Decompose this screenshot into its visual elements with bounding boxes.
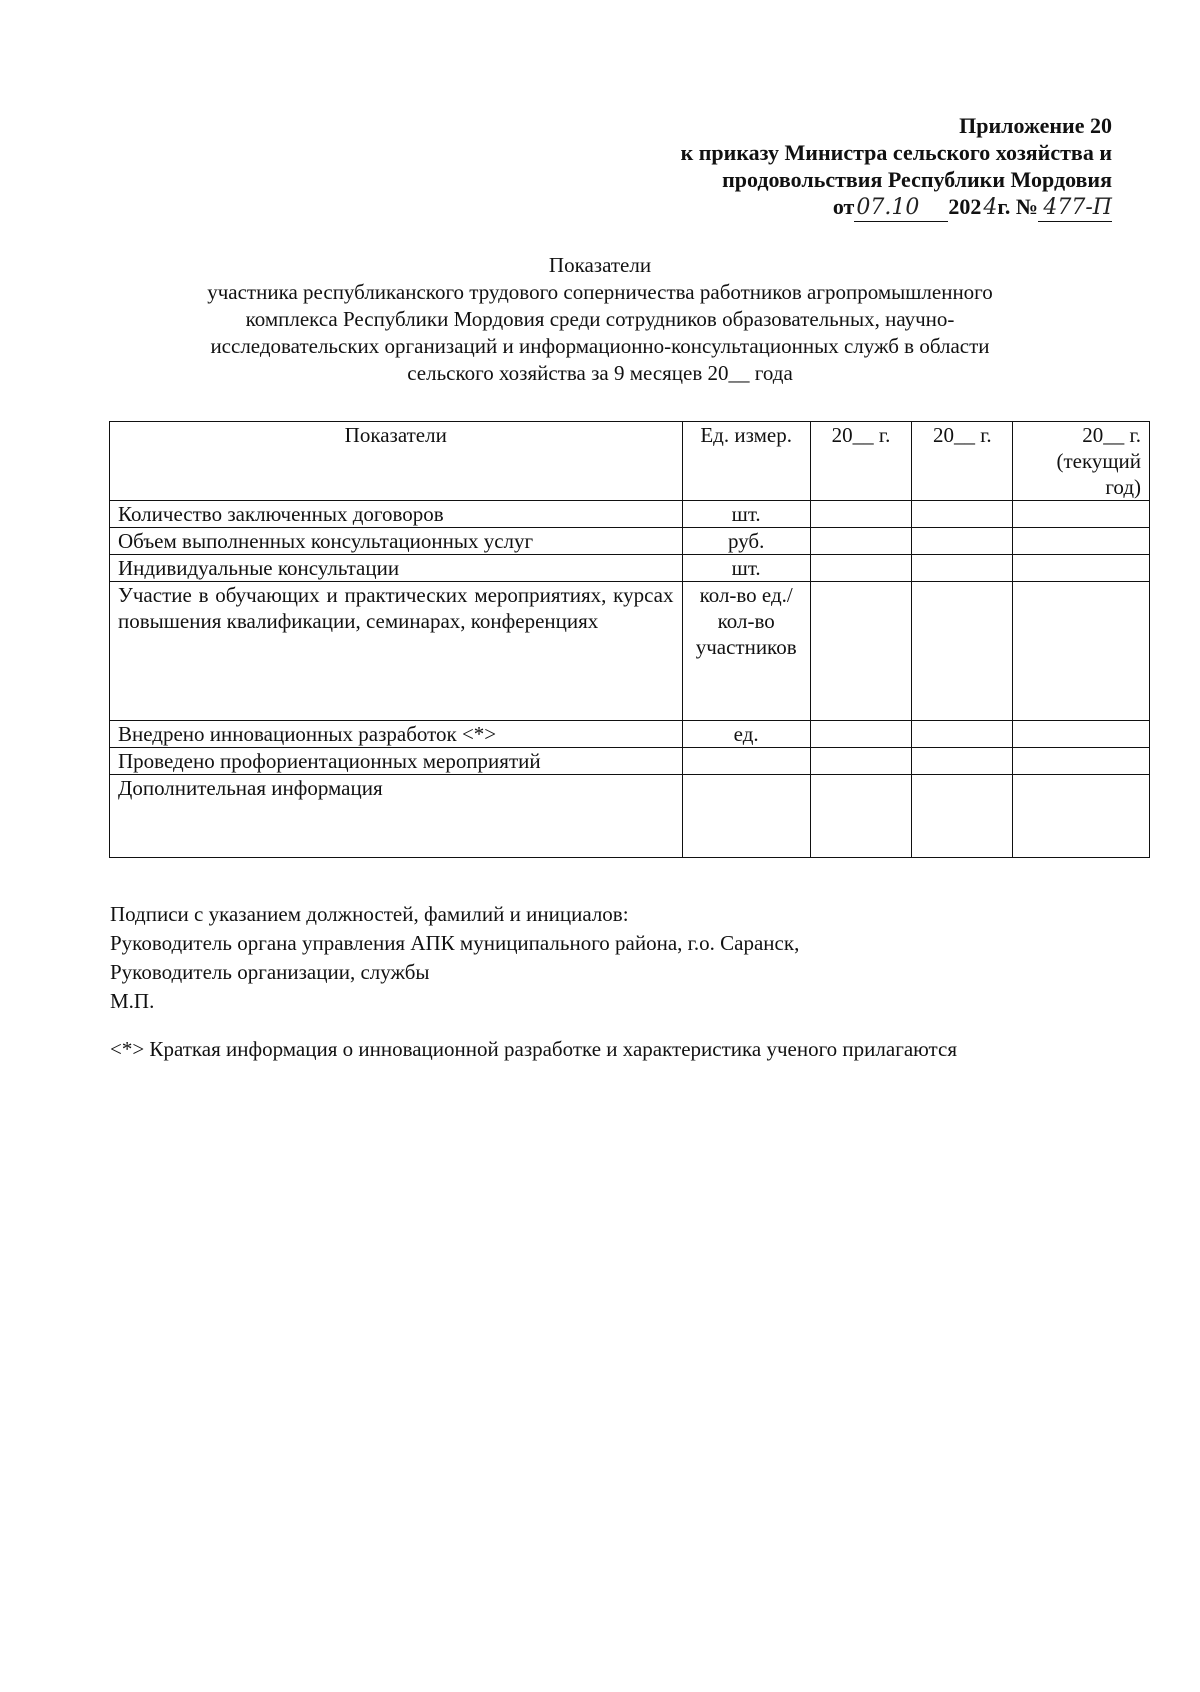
table-row <box>110 528 1150 555</box>
row-cell <box>912 748 1013 775</box>
row-unit: шт. <box>682 555 810 582</box>
row-unit: руб. <box>682 528 810 555</box>
row-cell <box>1013 501 1150 528</box>
signatures-block <box>110 900 799 1016</box>
handwritten-year-digit: 4 <box>983 195 998 220</box>
signatures-intro: Подписи с указанием должностей, фамилий и инициалов: <box>110 902 629 926</box>
row-cell <box>912 555 1013 582</box>
document-header <box>681 112 1112 222</box>
table-row <box>110 555 1150 582</box>
row-cell <box>912 721 1013 748</box>
table-row <box>110 748 1150 775</box>
title-line-4: исследовательских организаций и информационно-консультационных служб в области <box>210 334 990 358</box>
date-prefix: от <box>832 194 855 219</box>
handwritten-order-number: 477-П <box>1038 194 1112 222</box>
order-date-line <box>681 193 1112 222</box>
title-line-2: участника республиканского трудового соперничества работников агропромышленного <box>207 280 993 304</box>
row-cell <box>912 528 1013 555</box>
ministry-name: продовольствия Республики Мордовия <box>722 167 1112 192</box>
row-cell <box>810 501 911 528</box>
year-suffix: г. № <box>997 194 1038 219</box>
row-cell <box>912 582 1013 721</box>
indicators-table <box>109 421 1150 858</box>
row-unit <box>682 775 810 858</box>
row-unit <box>682 748 810 775</box>
row-cell <box>912 501 1013 528</box>
signature-agro-head: Руководитель органа управления АПК муниципального района, г.о. Саранск, <box>110 931 800 955</box>
row-cell <box>810 582 911 721</box>
title-line-3: комплекса Республики Мордовия среди сотрудников образовательных, научно- <box>245 307 955 331</box>
row-cell <box>1013 555 1150 582</box>
title-line-5: сельского хозяйства за 9 месяцев 20__ года <box>407 361 793 385</box>
row-cell <box>1013 582 1150 721</box>
row-cell <box>1013 748 1150 775</box>
row-name: Внедрено инновационных разработок <*> <box>110 721 683 748</box>
row-unit: кол-во ед./кол-во участников <box>682 582 810 721</box>
handwritten-date: 07.10 <box>854 194 948 222</box>
header-year-current: 20__ г. (текущий год) <box>1013 422 1150 501</box>
table-row <box>110 501 1150 528</box>
table-row <box>110 582 1150 721</box>
seal-place: М.П. <box>110 989 155 1013</box>
row-name: Участие в обучающих и практических мероприятиях, курсах повышения квалификации, семинарах, конференциях <box>110 582 683 721</box>
table-row <box>110 775 1150 858</box>
row-cell <box>810 528 911 555</box>
row-name: Количество заключенных договоров <box>110 501 683 528</box>
footnote: <*> Краткая информация о инновационной разработке и характеристика ученого прилагаются <box>110 1037 957 1061</box>
year-text: 202 <box>948 194 982 219</box>
appendix-number: Приложение 20 <box>959 113 1112 138</box>
order-reference: к приказу Министра сельского хозяйства и <box>680 140 1112 165</box>
row-cell <box>1013 528 1150 555</box>
row-cell <box>810 748 911 775</box>
document-title <box>110 252 1090 387</box>
row-unit: шт. <box>682 501 810 528</box>
table-row <box>110 721 1150 748</box>
title-heading: Показатели <box>548 253 652 277</box>
signature-org-head: Руководитель организации, службы <box>110 960 430 984</box>
row-name: Объем выполненных консультационных услуг <box>110 528 683 555</box>
row-cell <box>912 775 1013 858</box>
row-cell <box>810 775 911 858</box>
row-name: Индивидуальные консультации <box>110 555 683 582</box>
header-year-2: 20__ г. <box>912 422 1013 501</box>
row-cell <box>1013 775 1150 858</box>
row-name: Дополнительная информация <box>110 775 683 858</box>
header-unit: Ед. измер. <box>682 422 810 501</box>
row-cell <box>810 555 911 582</box>
row-unit: ед. <box>682 721 810 748</box>
row-cell <box>1013 721 1150 748</box>
header-indicators: Показатели <box>110 422 683 501</box>
row-name: Проведено профориентационных мероприятий <box>110 748 683 775</box>
header-year-1: 20__ г. <box>810 422 911 501</box>
table-header-row <box>110 422 1150 501</box>
row-cell <box>810 721 911 748</box>
